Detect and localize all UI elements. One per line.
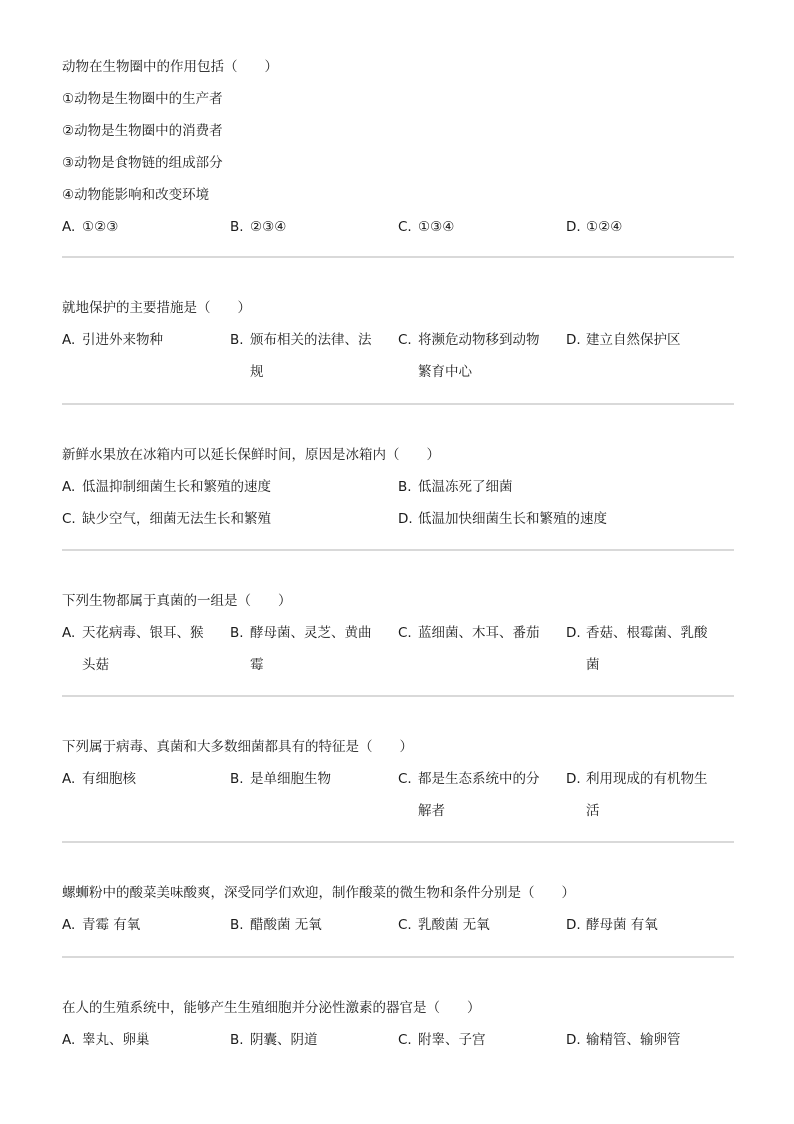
option-text: 青霉 有氧 — [82, 917, 141, 933]
option-text: 蓝细菌、木耳、番茄 — [418, 625, 540, 641]
divider — [62, 256, 734, 258]
option-d[interactable] — [566, 768, 734, 832]
option-text: 头菇 — [82, 657, 109, 673]
statement: ①动物是生物圈中的生产者 — [62, 91, 223, 107]
option-key: B. — [230, 219, 244, 235]
question-6 — [62, 882, 734, 946]
option-text: 将濒危动物移到动物 — [418, 332, 540, 348]
option-key: A. — [62, 332, 76, 348]
options-row — [62, 914, 734, 946]
question-1 — [62, 56, 734, 248]
divider — [62, 841, 734, 843]
option-key: C. — [398, 917, 412, 933]
option-c[interactable] — [398, 216, 566, 248]
option-key: C. — [62, 511, 76, 527]
option-key: C. — [398, 219, 412, 235]
option-a[interactable] — [62, 768, 230, 832]
option-key: D. — [566, 771, 581, 787]
option-key: B. — [230, 1032, 244, 1048]
option-key: A. — [62, 479, 76, 495]
option-key: A. — [62, 219, 76, 235]
option-key: B. — [230, 332, 244, 348]
option-text: ①③④ — [418, 219, 455, 235]
option-a[interactable] — [62, 329, 230, 393]
statement: ④动物能影响和改变环境 — [62, 187, 210, 203]
option-key: A. — [62, 917, 76, 933]
option-text: 低温加快细菌生长和繁殖的速度 — [418, 511, 607, 527]
question-2 — [62, 297, 734, 393]
option-text: 都是生态系统中的分 — [418, 771, 540, 787]
option-b[interactable] — [398, 476, 734, 508]
option-text: 低温抑制细菌生长和繁殖的速度 — [82, 479, 271, 495]
option-key: C. — [398, 625, 412, 641]
option-key: C. — [398, 771, 412, 787]
option-text: 引进外来物种 — [82, 332, 163, 348]
divider — [62, 695, 734, 697]
option-d[interactable] — [566, 622, 734, 686]
divider — [62, 956, 734, 958]
option-text: 规 — [250, 364, 264, 380]
option-a[interactable] — [62, 216, 230, 248]
option-text: 活 — [586, 803, 600, 819]
option-b[interactable] — [230, 622, 398, 686]
option-text: 有细胞核 — [82, 771, 136, 787]
option-a[interactable] — [62, 914, 230, 946]
option-d[interactable] — [566, 216, 734, 248]
options-row — [62, 622, 734, 686]
question-5 — [62, 736, 734, 832]
option-key: B. — [230, 771, 244, 787]
options-row — [62, 216, 734, 248]
option-text: 附睾、子宫 — [418, 1032, 486, 1048]
option-b[interactable] — [230, 329, 398, 393]
option-key: D. — [566, 625, 581, 641]
option-c[interactable] — [398, 1029, 566, 1061]
question-stem: 就地保护的主要措施是（ ） — [62, 300, 251, 316]
option-c[interactable] — [398, 768, 566, 832]
options-row — [62, 768, 734, 832]
option-text: 睾丸、卵巢 — [82, 1032, 150, 1048]
option-a[interactable] — [62, 476, 398, 508]
option-b[interactable] — [230, 216, 398, 248]
option-key: D. — [566, 917, 581, 933]
option-c[interactable] — [398, 329, 566, 393]
option-key: B. — [230, 625, 244, 641]
question-stem: 新鲜水果放在冰箱内可以延长保鲜时间，原因是冰箱内（ ） — [62, 447, 440, 463]
options-row — [62, 476, 734, 508]
option-text: 酵母菌 有氧 — [586, 917, 658, 933]
question-stem: 下列属于病毒、真菌和大多数细菌都具有的特征是（ ） — [62, 739, 413, 755]
question-stem: 在人的生殖系统中，能够产生生殖细胞并分泌性激素的器官是（ ） — [62, 1000, 481, 1016]
option-text: 繁育中心 — [418, 364, 472, 380]
option-text: 解者 — [418, 803, 445, 819]
option-text: 菌 — [586, 657, 600, 673]
option-text: 是单细胞生物 — [250, 771, 331, 787]
question-4 — [62, 590, 734, 686]
question-stem: 下列生物都属于真菌的一组是（ ） — [62, 593, 292, 609]
option-key: B. — [398, 479, 412, 495]
option-text: 缺少空气，细菌无法生长和繁殖 — [82, 511, 271, 527]
option-key: A. — [62, 771, 76, 787]
option-b[interactable] — [230, 914, 398, 946]
option-b[interactable] — [230, 768, 398, 832]
option-key: A. — [62, 625, 76, 641]
option-text: 香菇、根霉菌、乳酸 — [586, 625, 708, 641]
question-stem: 动物在生物圈中的作用包括（ ） — [62, 59, 278, 75]
option-text: 颁布相关的法律、法 — [250, 332, 372, 348]
statement: ②动物是生物圈中的消费者 — [62, 123, 223, 139]
option-text: ①②④ — [586, 219, 623, 235]
option-d[interactable] — [566, 914, 734, 946]
option-text: 低温冻死了细菌 — [418, 479, 513, 495]
option-text: 天花病毒、银耳、猴 — [82, 625, 204, 641]
options-row — [62, 1029, 734, 1061]
option-key: D. — [566, 219, 581, 235]
option-c[interactable] — [62, 508, 398, 540]
option-text: 酵母菌、灵芝、黄曲 — [250, 625, 372, 641]
option-key: C. — [398, 332, 412, 348]
option-key: D. — [566, 1032, 581, 1048]
option-key: A. — [62, 1032, 76, 1048]
option-a[interactable] — [62, 622, 230, 686]
question-3 — [62, 444, 734, 540]
option-text: 乳酸菌 无氧 — [418, 917, 490, 933]
option-text: 醋酸菌 无氧 — [250, 917, 322, 933]
option-d[interactable] — [398, 508, 734, 540]
option-c[interactable] — [398, 622, 566, 686]
question-7 — [62, 997, 734, 1061]
question-stem: 螺蛳粉中的酸菜美味酸爽，深受同学们欢迎，制作酸菜的微生物和条件分别是（ ） — [62, 885, 575, 901]
option-key: B. — [230, 917, 244, 933]
option-key: C. — [398, 1032, 412, 1048]
option-d[interactable] — [566, 1029, 734, 1061]
option-c[interactable] — [398, 914, 566, 946]
divider — [62, 549, 734, 551]
option-text: ②③④ — [250, 219, 287, 235]
option-text: 阴囊、阴道 — [250, 1032, 318, 1048]
option-b[interactable] — [230, 1029, 398, 1061]
option-text: 利用现成的有机物生 — [586, 771, 708, 787]
option-text: 输精管、输卵管 — [586, 1032, 681, 1048]
options-row — [62, 508, 734, 540]
statement: ③动物是食物链的组成部分 — [62, 155, 223, 171]
option-text: 建立自然保护区 — [586, 332, 681, 348]
option-key: D. — [566, 332, 581, 348]
option-text: 霉 — [250, 657, 264, 673]
option-text: ①②③ — [82, 219, 119, 235]
option-d[interactable] — [566, 329, 734, 393]
option-key: D. — [398, 511, 413, 527]
divider — [62, 403, 734, 405]
option-a[interactable] — [62, 1029, 230, 1061]
options-row — [62, 329, 734, 393]
